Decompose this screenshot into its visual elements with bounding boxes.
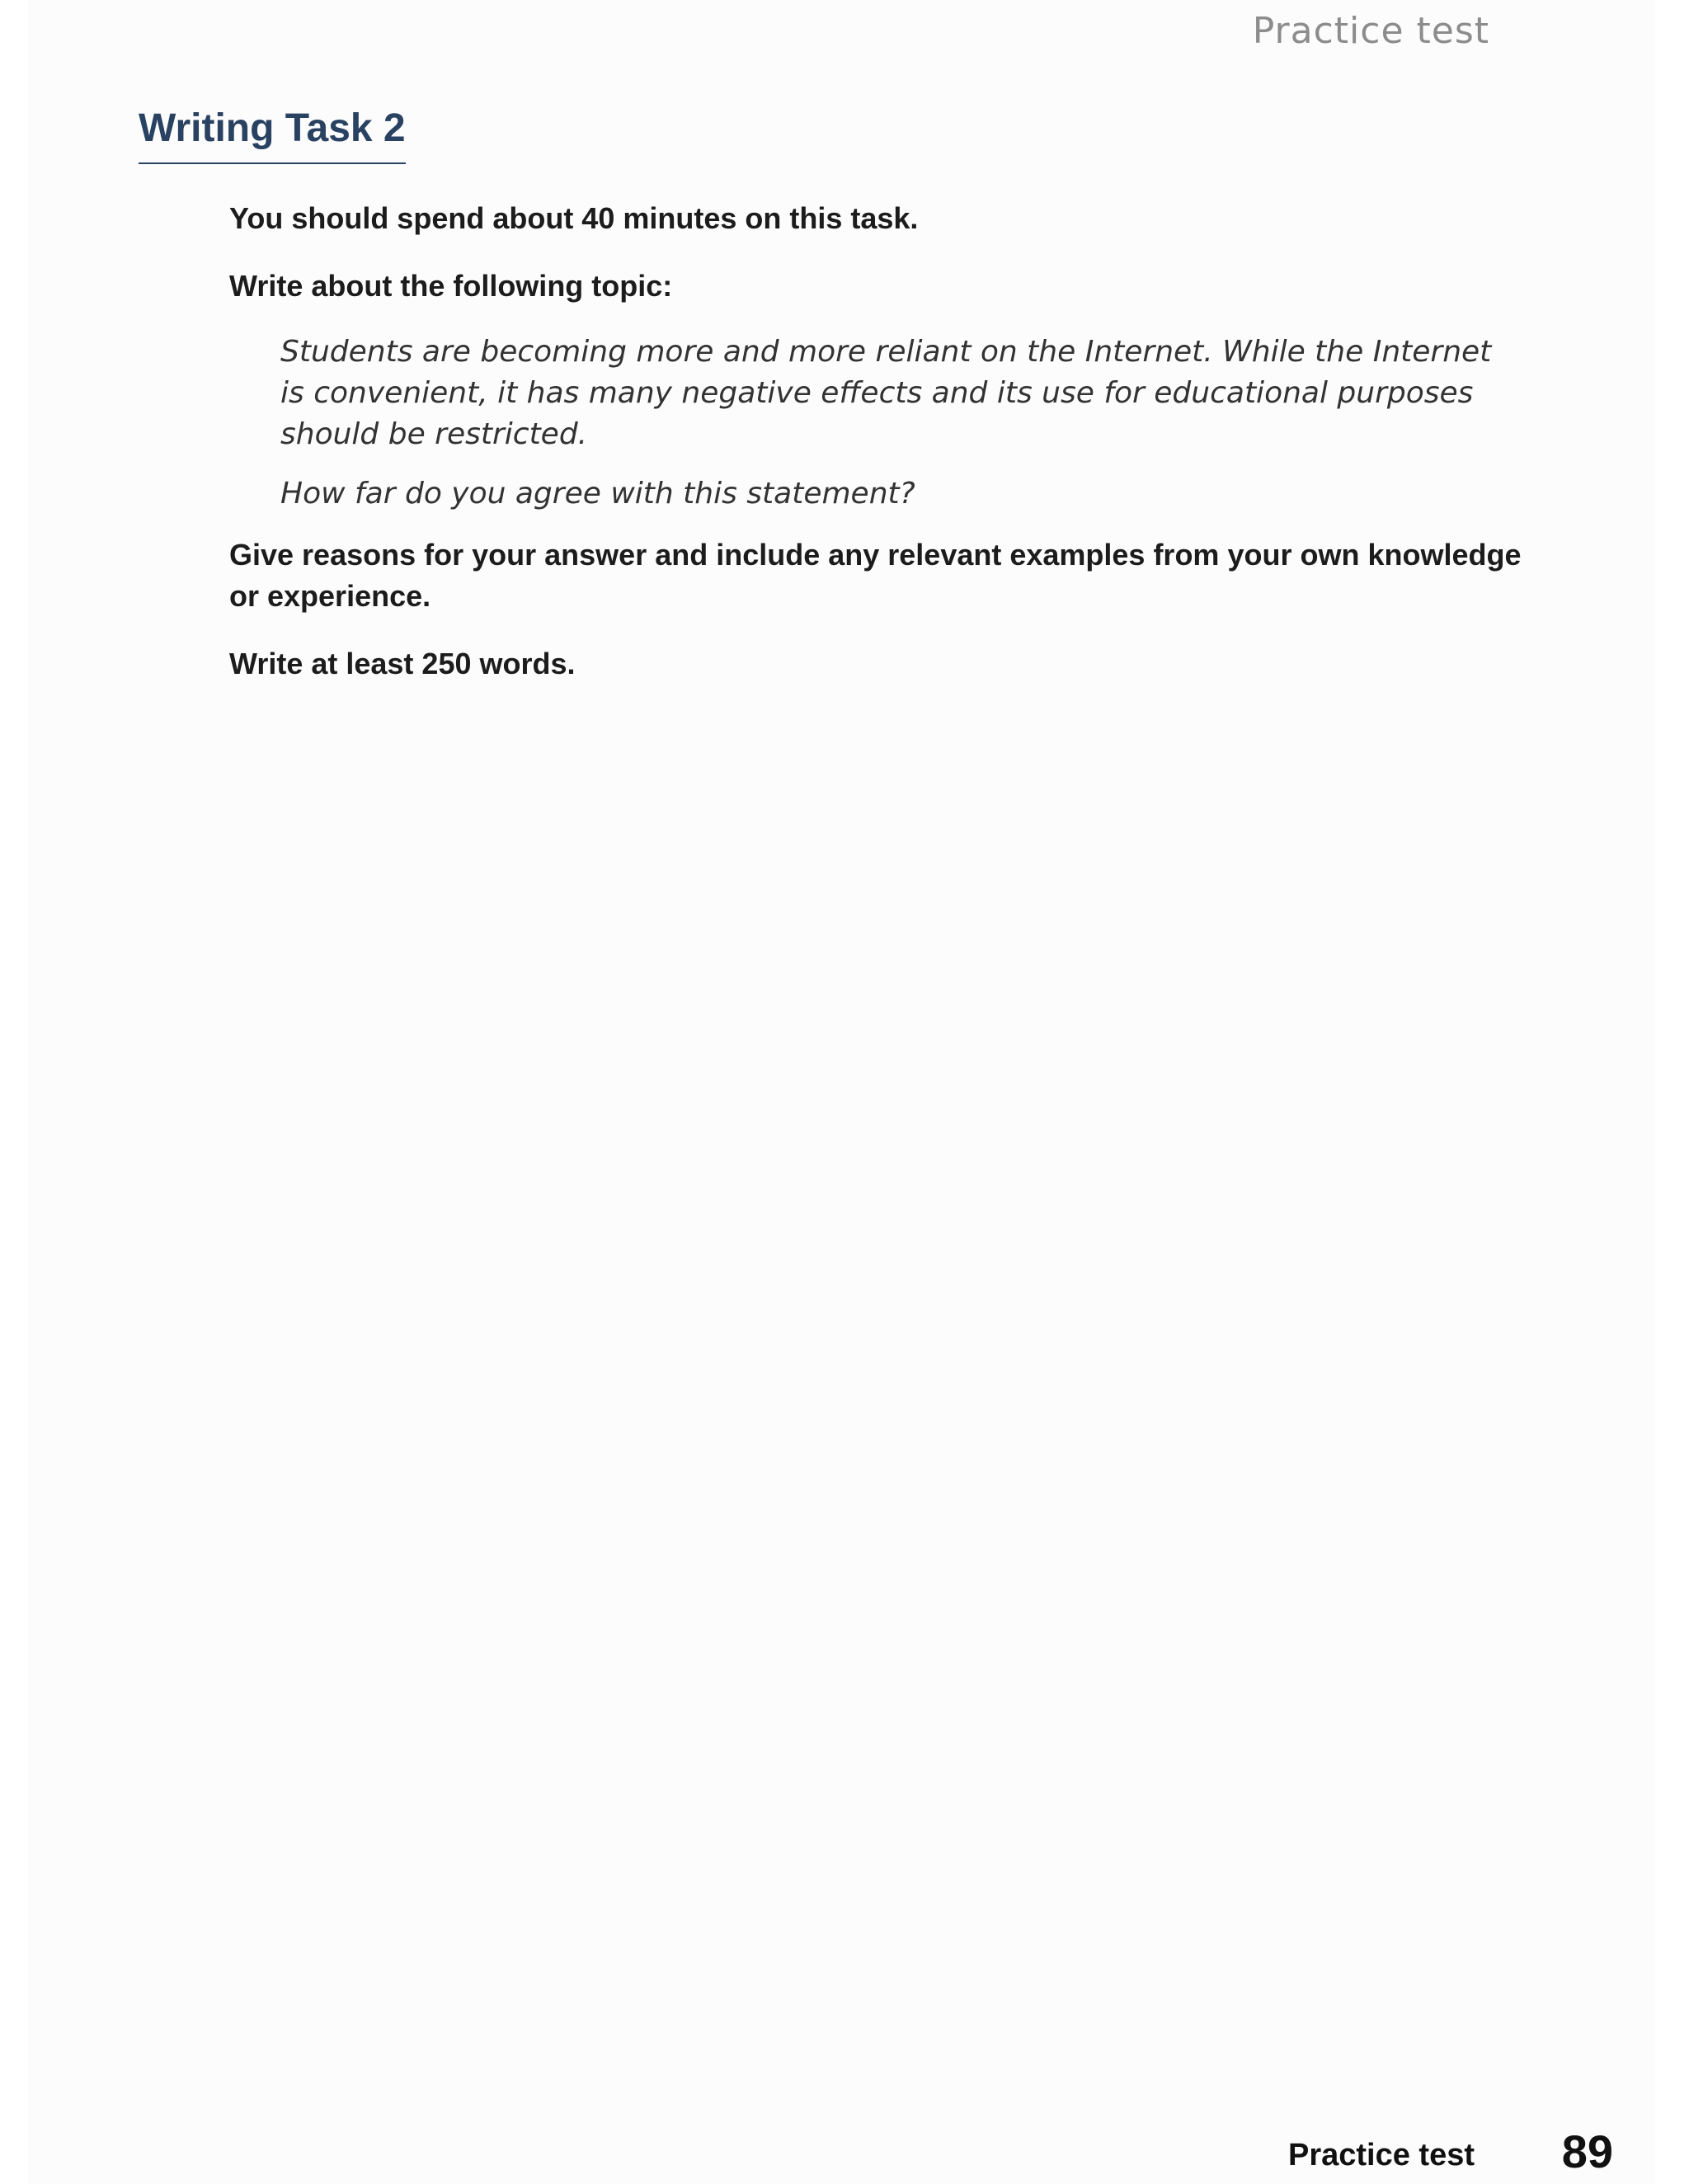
time-instruction: You should spend about 40 minutes on this task.: [229, 201, 919, 235]
footer-label: Practice test: [1287, 2138, 1475, 2172]
running-header-title: Practice test: [1252, 10, 1489, 52]
page: [28, 0, 1654, 2184]
section-title: Writing Task 2: [139, 106, 406, 164]
prompt-question: How far do you agree with this statement?: [280, 477, 915, 511]
word-count-instruction: Write at least 250 words.: [229, 647, 576, 680]
page-number: 89: [1561, 2125, 1613, 2177]
reasons-instruction: Give reasons for your answer and include any relevant examples from your own knowledge or experience.: [229, 538, 1522, 613]
topic-intro: Write about the following topic:: [229, 269, 673, 303]
prompt-statement: Students are becoming more and more reliant on the Internet. While the Internet is convenient, it has many negative effects and its use for educational purposes should be restricted.: [280, 335, 1492, 451]
